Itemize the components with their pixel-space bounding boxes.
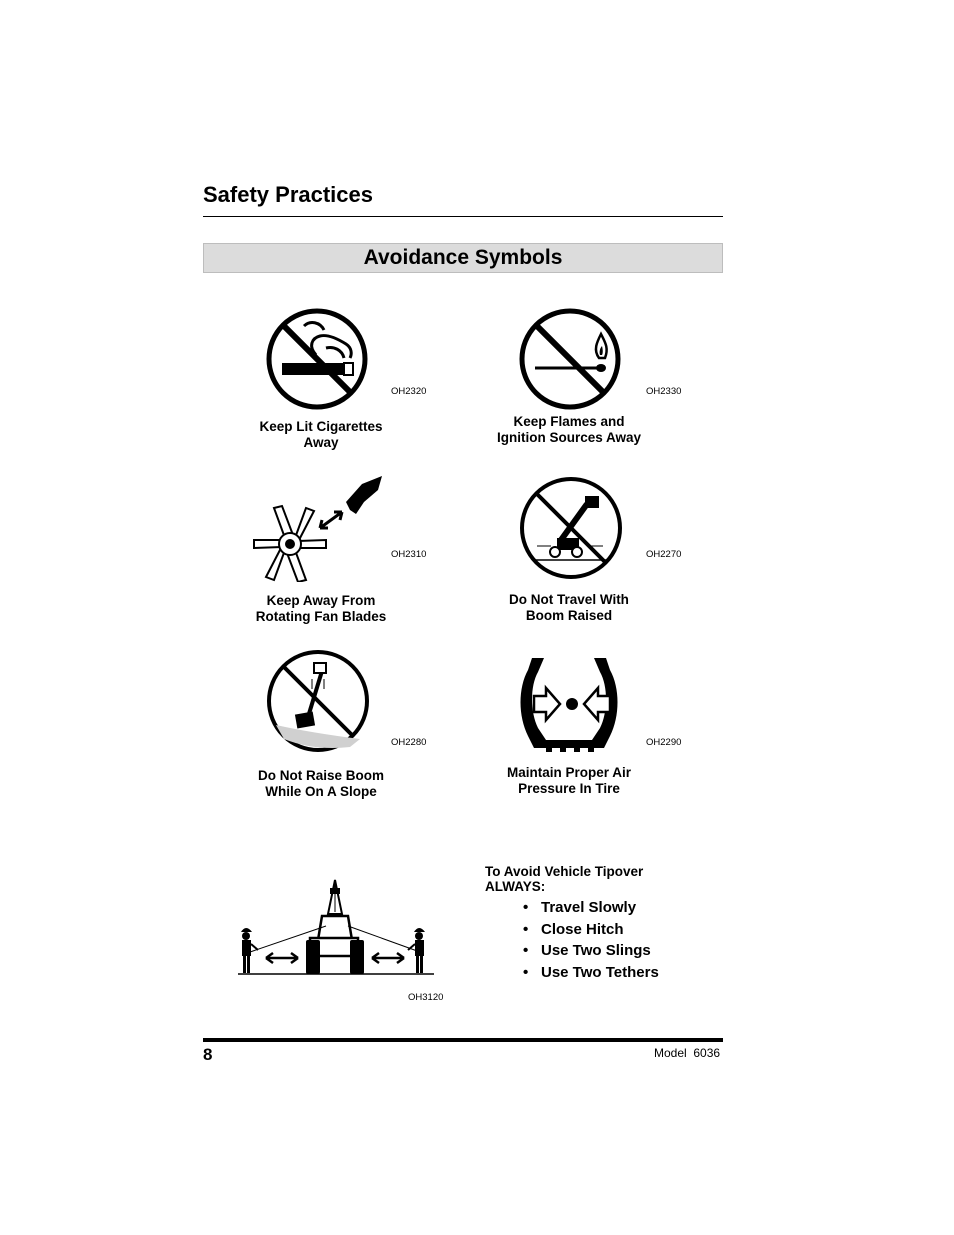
illustration-code: OH3120: [408, 992, 444, 1003]
worker-right: [408, 928, 425, 973]
symbol-code: OH2290: [646, 737, 682, 748]
tipover-list: [523, 899, 659, 986]
symbol-code: OH2310: [391, 549, 427, 560]
tipover-heading: To Avoid Vehicle Tipover ALWAYS:: [485, 864, 644, 894]
list-item: • Use Two Tethers: [523, 964, 659, 986]
banner: [203, 243, 723, 273]
footer-rule: [203, 1038, 723, 1042]
no-boom-on-slope-icon: [264, 647, 372, 755]
no-smoking-icon: [264, 306, 370, 412]
vehicle-tipover-illustration: [236, 878, 436, 978]
symbol-caption: Maintain Proper Air Pressure In Tire: [506, 765, 632, 796]
section-title: Safety Practices: [203, 182, 373, 207]
symbol-code: OH2270: [646, 549, 682, 560]
banner-title: Avoidance Symbols: [363, 246, 563, 269]
list-item: • Close Hitch: [523, 921, 659, 943]
symbol-caption: Keep Away From Rotating Fan Blades: [255, 593, 387, 624]
tire-pressure-icon: [516, 654, 622, 754]
rotating-fan-blades-icon: [250, 472, 390, 582]
list-item: • Travel Slowly: [523, 899, 659, 921]
symbol-caption: Keep Lit Cigarettes Away: [259, 419, 383, 450]
page-number: 8: [203, 1045, 213, 1064]
list-item: • Use Two Slings: [523, 942, 659, 964]
symbol-caption: Do Not Raise Boom While On A Slope: [257, 768, 384, 799]
no-open-flame-icon: [517, 306, 623, 412]
footer-model: Model 6036: [654, 1046, 721, 1060]
no-travel-boom-raised-icon: [517, 474, 625, 582]
title-rule: [203, 216, 723, 217]
symbol-caption: Keep Flames and Ignition Sources Away: [496, 414, 642, 445]
symbol-code: OH2330: [646, 386, 682, 397]
symbol-code: OH2280: [391, 737, 427, 748]
symbol-caption: Do Not Travel With Boom Raised: [509, 592, 629, 623]
symbol-code: OH2320: [391, 386, 427, 397]
